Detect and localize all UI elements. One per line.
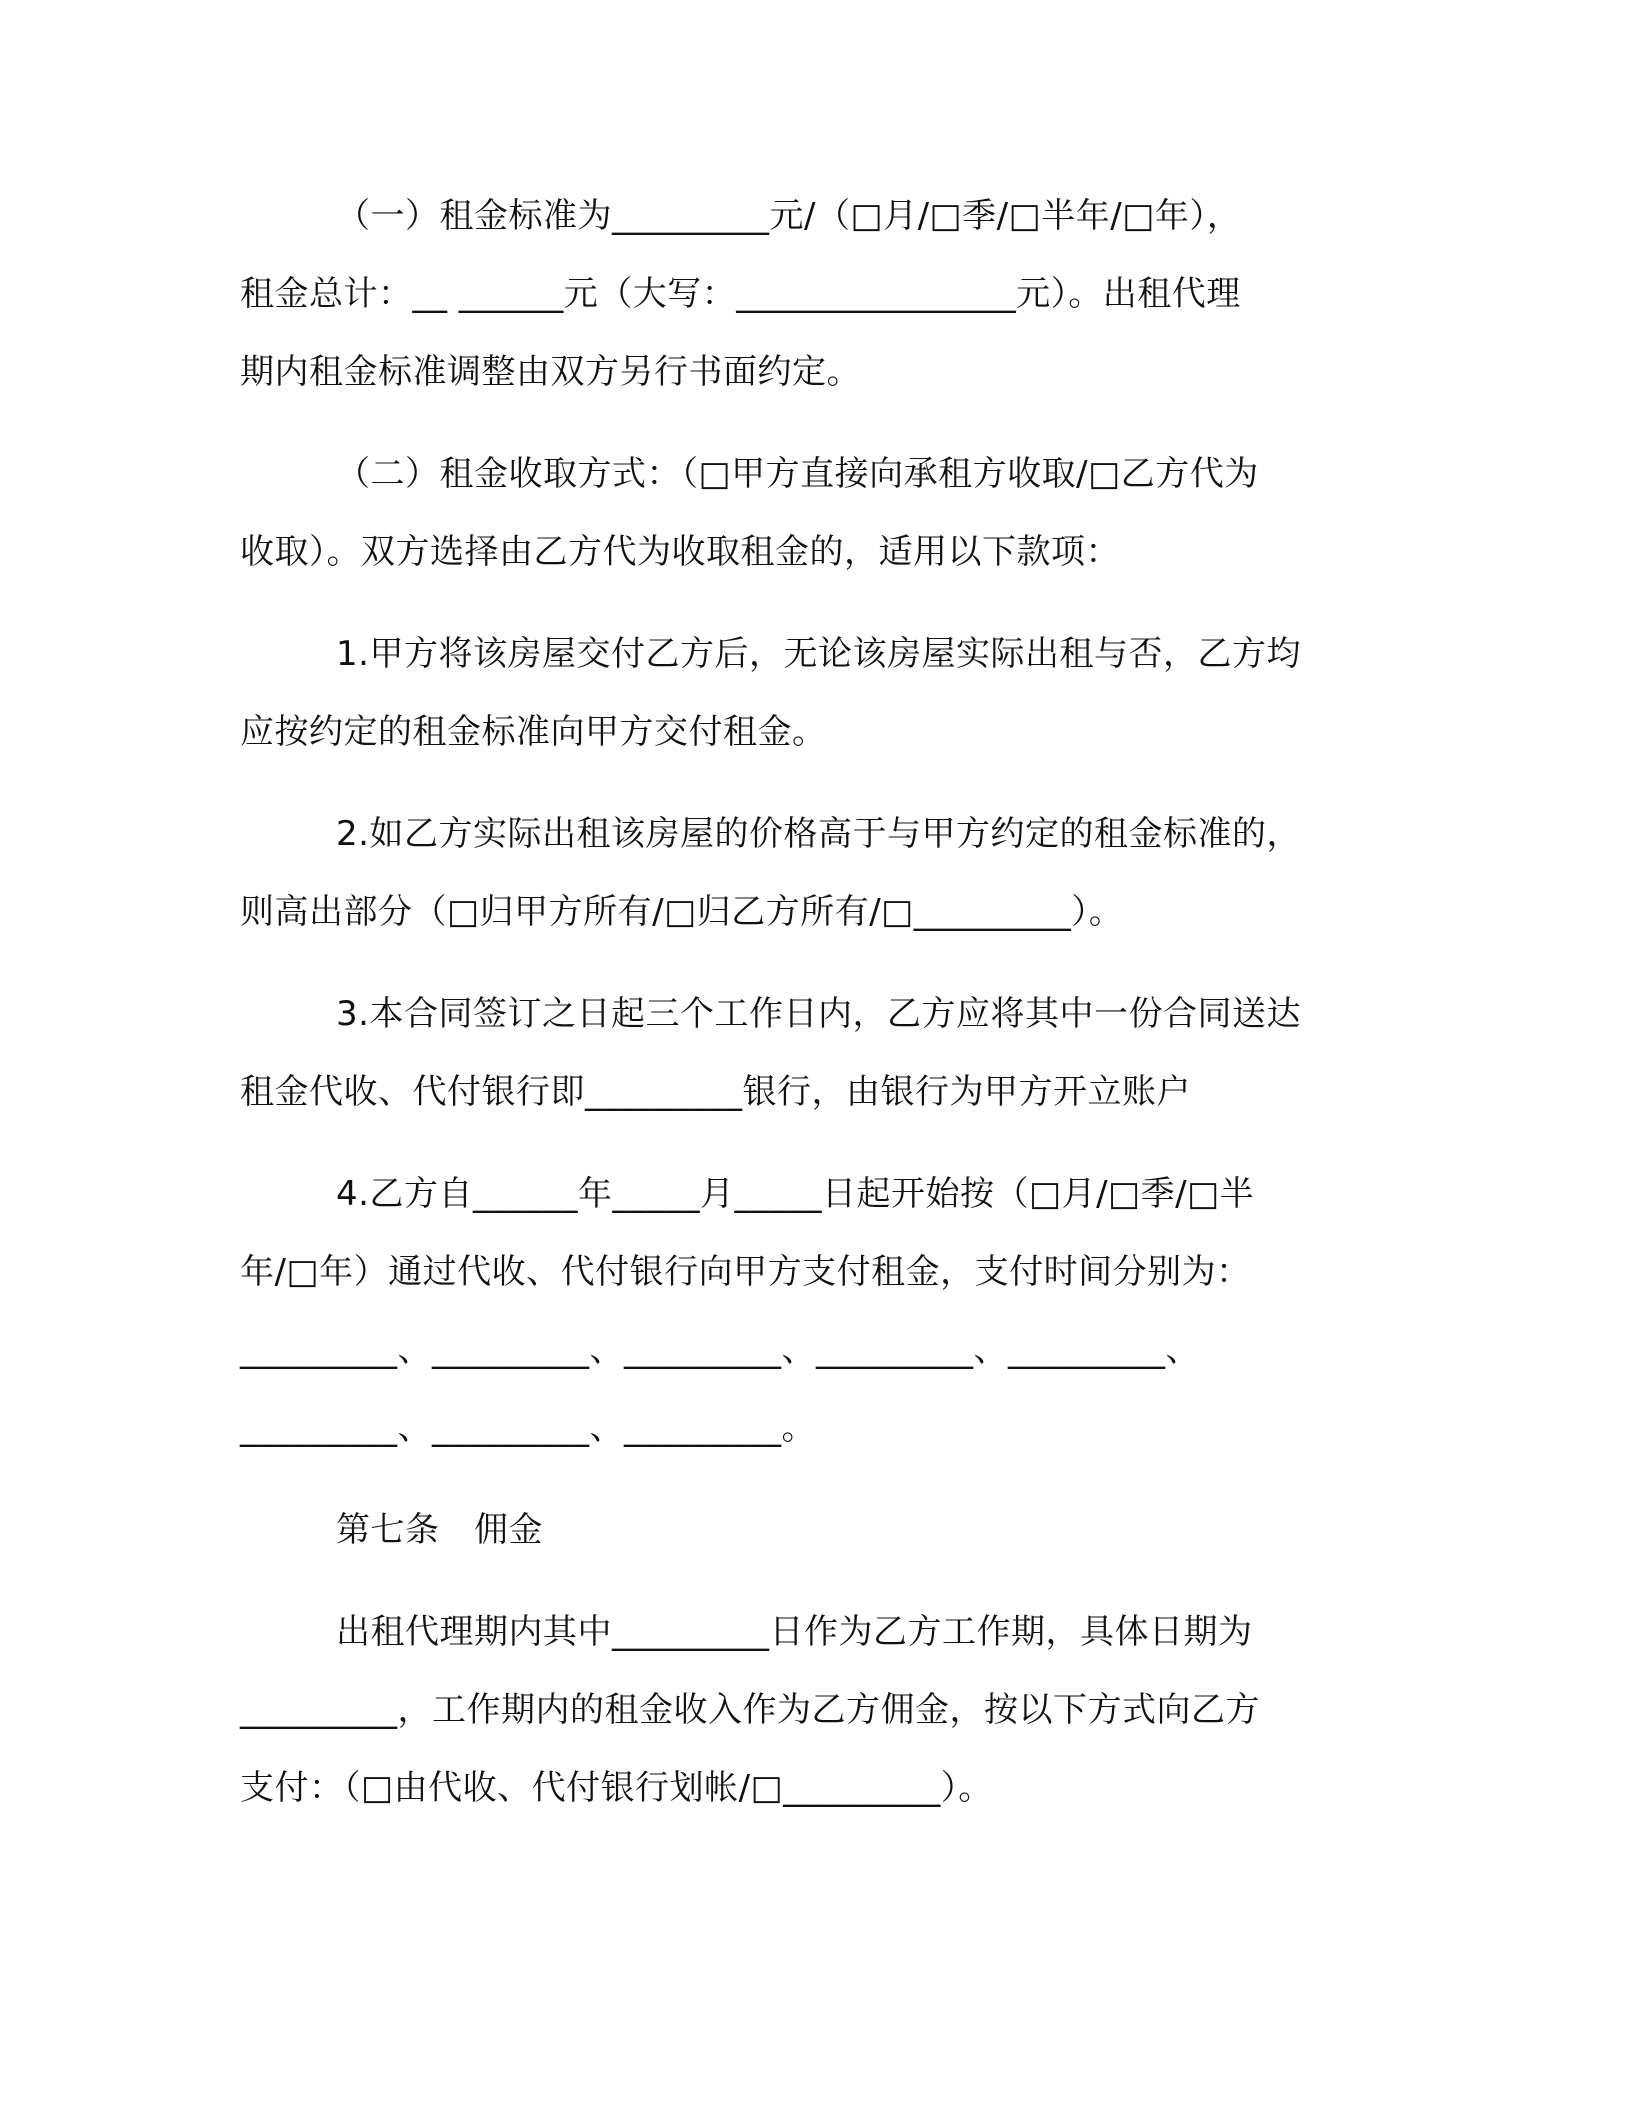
clause-1-line-2: 应按约定的租金标准向甲方交付租金。 — [240, 712, 827, 752]
clause-2-line-2: 则高出部分（□归甲方所有/□归乙方所有/□_________）。 — [240, 892, 1124, 932]
rent-standard-line: （一）租金标准为_________元/（□月/□季/□半年/□年）， — [336, 196, 1242, 236]
commission-line-1: 出租代理期内其中_________日作为乙方工作期，具体日期为 — [336, 1612, 1253, 1652]
rent-collection-terms-line: 收取）。双方选择由乙方代为收取租金的，适用以下款项： — [240, 532, 1120, 572]
clause-1-line-1: 1.甲方将该房屋交付乙方后，无论该房屋实际出租与否，乙方均 — [336, 634, 1301, 674]
commission-line-2: _________，工作期内的租金收入作为乙方佣金，按以下方式向乙方 — [240, 1690, 1260, 1730]
rent-collection-method-line: （二）租金收取方式：（□甲方直接向承租方收取/□乙方代为 — [336, 454, 1259, 494]
clause-3-line-2: 租金代收、代付银行即_________银行，由银行为甲方开立账户 — [240, 1072, 1191, 1112]
clause-2-line-1: 2.如乙方实际出租该房屋的价格高于与甲方约定的租金标准的， — [336, 814, 1301, 854]
clause-3-line-1: 3.本合同签订之日起三个工作日内，乙方应将其中一份合同送达 — [336, 994, 1301, 1034]
article-7-heading: 第七条 佣金 — [336, 1510, 543, 1550]
rent-adjustment-line: 期内租金标准调整由双方另行书面约定。 — [240, 352, 861, 392]
payment-dates-line-1: _________、_________、_________、_________、_________、 — [240, 1330, 1200, 1370]
payment-dates-line-2: _________、_________、_________。 — [240, 1408, 816, 1448]
clause-4-line-1: 4.乙方自______年_____月_____日起开始按（□月/□季/□半 — [336, 1174, 1255, 1214]
rent-total-line: 租金总计：__ ______元（大写：________________元）。出租代理 — [240, 274, 1241, 314]
clause-4-line-2: 年/□年）通过代收、代付银行向甲方支付租金，支付时间分别为： — [240, 1252, 1251, 1292]
commission-line-3: 支付：（□由代收、代付银行划帐/□_________）。 — [240, 1768, 993, 1808]
